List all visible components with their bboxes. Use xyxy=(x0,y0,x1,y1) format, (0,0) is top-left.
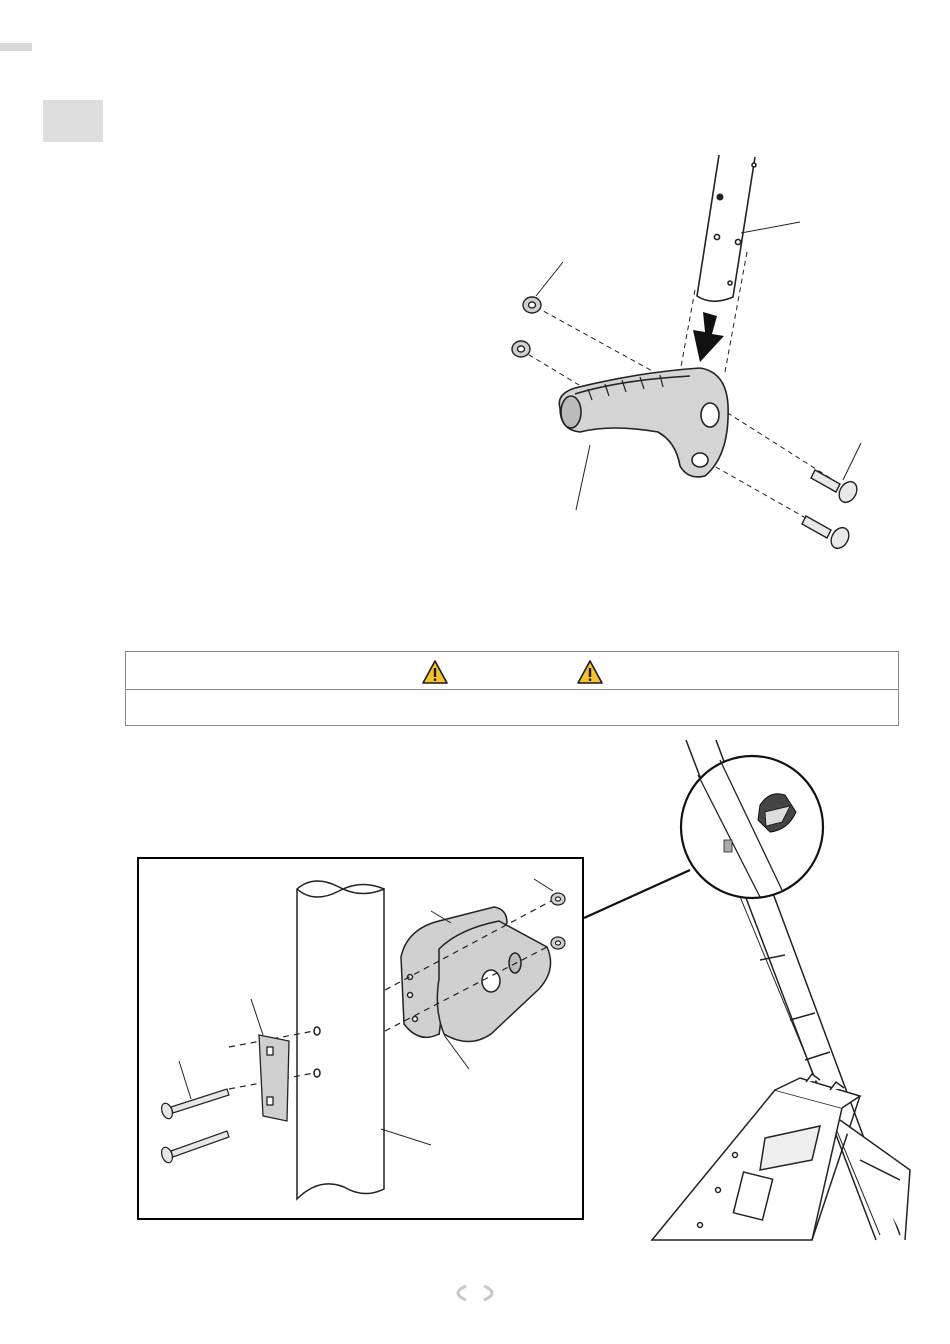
clip-bracket xyxy=(401,907,551,1042)
pole-section xyxy=(297,881,384,1199)
callout-line xyxy=(584,870,690,918)
detail-inset-box xyxy=(137,857,584,1220)
page-nav-arcs-icon xyxy=(444,1284,506,1302)
inset-bolt-lower xyxy=(160,1131,229,1164)
backing-plate xyxy=(259,1035,289,1121)
inset-nut-upper xyxy=(551,893,565,905)
inset-bolt-upper xyxy=(160,1089,229,1120)
clip-assembly-detail xyxy=(139,859,584,1220)
inset-nut-lower xyxy=(551,937,565,949)
detail-callout-circle xyxy=(681,756,823,898)
